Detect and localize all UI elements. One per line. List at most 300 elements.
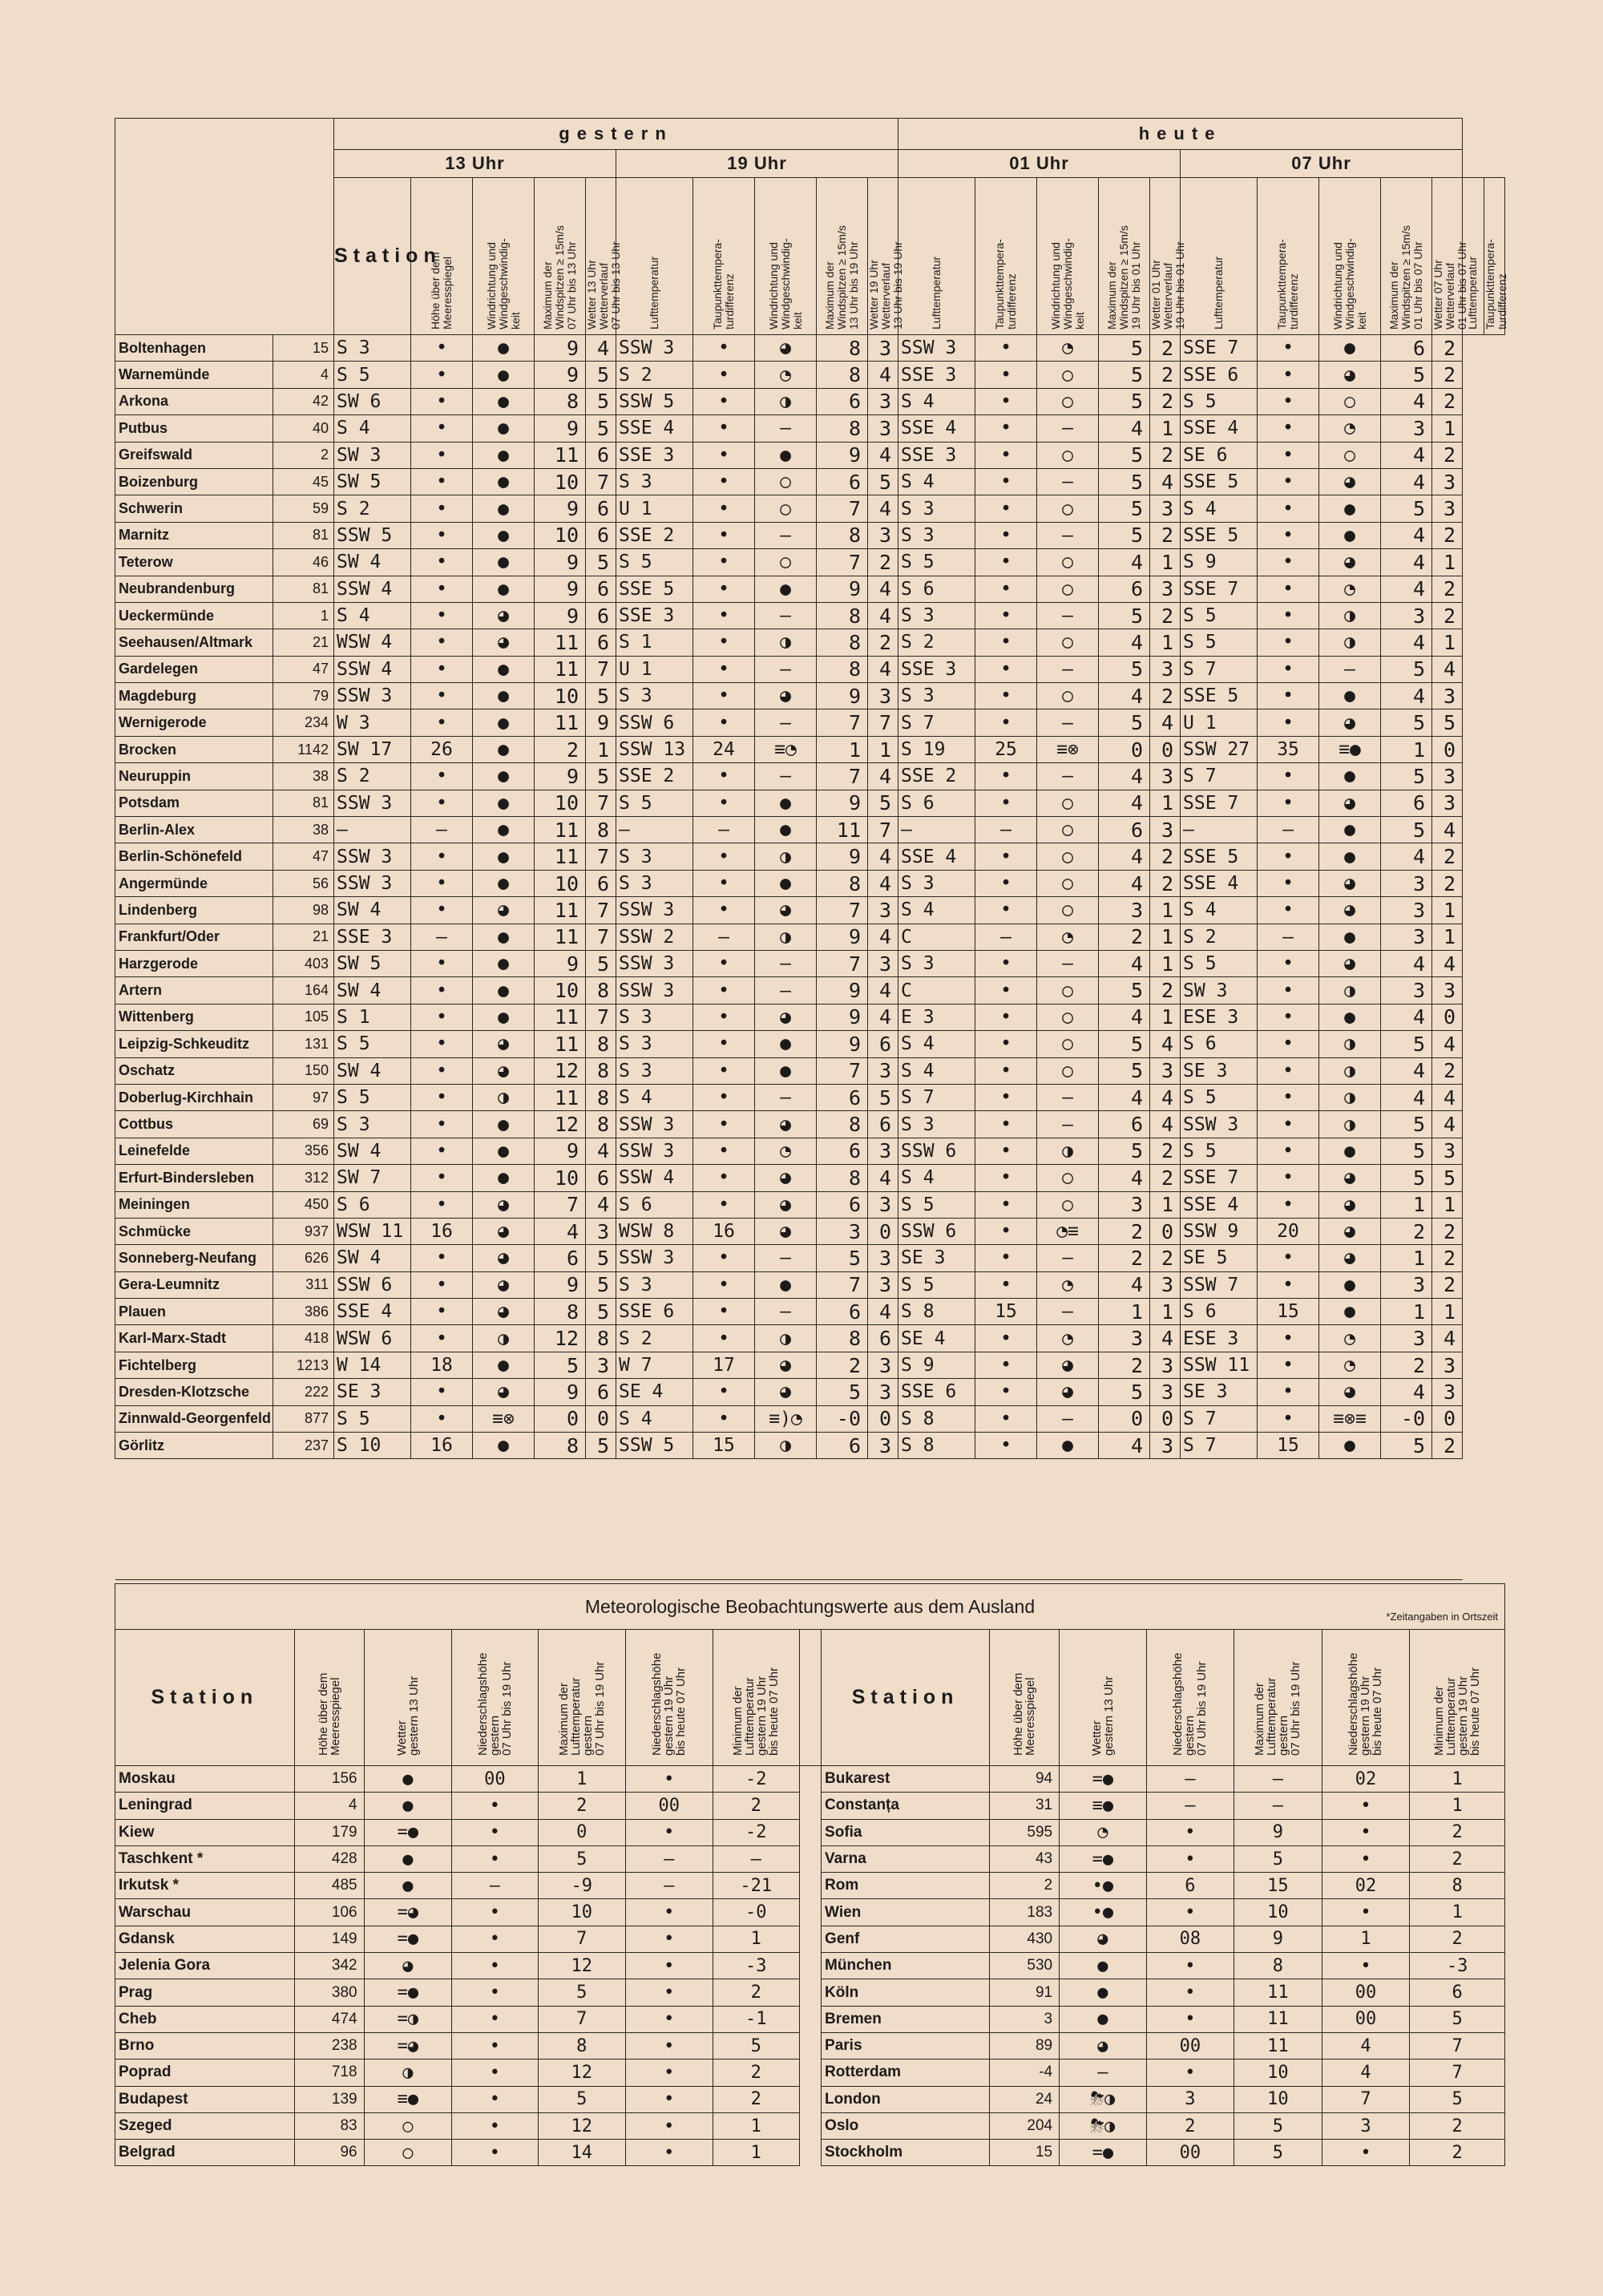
- abroad-value: -0: [713, 1899, 799, 1926]
- observation-value: 5: [817, 1245, 868, 1271]
- station-height: 81: [273, 576, 334, 602]
- observation-value: •: [693, 362, 755, 388]
- observation-value: ●: [473, 549, 535, 576]
- abroad-value: •: [1146, 1819, 1234, 1845]
- station-name: Sonneberg-Neufang: [115, 1245, 273, 1271]
- abroad-value: ◕: [1060, 2032, 1146, 2059]
- abroad-value: -3: [713, 1953, 799, 1979]
- abroad-value: -9: [538, 1873, 626, 1899]
- abroad-value: 6: [1146, 1873, 1234, 1899]
- observation-value: 4: [1381, 629, 1432, 656]
- station-height: 386: [273, 1299, 334, 1325]
- observation-value: 5: [1099, 1379, 1150, 1405]
- abroad-value: 3: [1322, 2112, 1410, 2139]
- observation-value: S 2: [334, 763, 411, 790]
- observation-value: –: [755, 656, 817, 682]
- observation-value: 6: [817, 468, 868, 495]
- observation-value: 0: [535, 1405, 586, 1432]
- observation-value: –: [1037, 1111, 1099, 1138]
- observation-value: ◔: [1319, 1325, 1381, 1352]
- observation-value: ○: [755, 468, 817, 495]
- abroad-value: 2: [713, 2060, 799, 2086]
- observation-value: 1: [1150, 549, 1181, 576]
- observation-value: 3: [1381, 1271, 1432, 1298]
- observation-value: 3: [868, 950, 898, 976]
- observation-value: •: [693, 522, 755, 548]
- abroad-column-header: [452, 1630, 538, 1766]
- observation-value: ○: [1037, 1191, 1099, 1218]
- observation-value: 11: [535, 897, 586, 924]
- station-name: Gardelegen: [115, 656, 273, 682]
- station-name: Cottbus: [115, 1111, 273, 1138]
- observation-value: ○: [1037, 1004, 1099, 1030]
- observation-value: 5: [1432, 1165, 1463, 1191]
- observation-value: 1: [1150, 629, 1181, 656]
- observation-value: ○: [1319, 388, 1381, 414]
- observation-value: ◑: [1319, 1031, 1381, 1057]
- observation-value: 4: [1099, 843, 1150, 870]
- observation-value: 3: [868, 1191, 898, 1218]
- observation-value: 9: [535, 576, 586, 602]
- observation-value: 5: [586, 683, 616, 709]
- observation-value: SSE 7: [1181, 1165, 1258, 1191]
- observation-value: 4: [868, 1299, 898, 1325]
- observation-value: 8: [817, 629, 868, 656]
- observation-value: •: [411, 683, 473, 709]
- observation-value: 3: [1150, 1057, 1181, 1084]
- observation-value: S 5: [616, 790, 693, 816]
- observation-value: ◕: [1319, 709, 1381, 736]
- observation-value: •: [411, 1004, 473, 1030]
- observation-value: S 6: [1181, 1031, 1258, 1057]
- abroad-station-height: 183: [990, 1899, 1060, 1926]
- observation-value: 5: [1099, 656, 1150, 682]
- observation-value: –: [755, 1299, 817, 1325]
- observation-value: 5: [1099, 362, 1150, 388]
- observation-value: •: [975, 1138, 1037, 1164]
- observation-value: S 5: [616, 549, 693, 576]
- abroad-value: 12: [538, 2060, 626, 2086]
- abroad-station-name: Paris: [822, 2032, 990, 2059]
- observation-value: •: [411, 790, 473, 816]
- observation-value: •: [1258, 950, 1319, 976]
- observation-value: S 3: [616, 843, 693, 870]
- observation-value: 0: [586, 1405, 616, 1432]
- station-row: [115, 1299, 1505, 1325]
- observation-value: •: [411, 468, 473, 495]
- observation-value: 4: [1099, 870, 1150, 896]
- observation-value: 9: [817, 843, 868, 870]
- column-separator: [799, 2086, 821, 2112]
- observation-value: •: [693, 576, 755, 602]
- observation-value: ◕: [755, 897, 817, 924]
- observation-value: ○: [1037, 817, 1099, 843]
- observation-value: 3: [868, 1057, 898, 1084]
- observation-value: 7: [817, 1271, 868, 1298]
- abroad-row: [115, 1873, 1505, 1899]
- observation-value: 0: [1150, 736, 1181, 762]
- observation-value: 7: [817, 763, 868, 790]
- observation-value: 2: [868, 549, 898, 576]
- observation-value: S 3: [334, 1111, 411, 1138]
- observation-value: ●: [473, 388, 535, 414]
- abroad-station-name: Taschkent *: [115, 1845, 295, 1872]
- observation-value: 2: [1432, 1245, 1463, 1271]
- abroad-row: [115, 1793, 1505, 1819]
- abroad-station-name: Sofia: [822, 1819, 990, 1845]
- observation-value: •: [1258, 549, 1319, 576]
- observation-value: –: [898, 817, 975, 843]
- observation-value: SSE 3: [898, 656, 975, 682]
- observation-value: 10: [535, 522, 586, 548]
- observation-value: •: [693, 629, 755, 656]
- abroad-value: 14: [538, 2140, 626, 2166]
- observation-value: 2: [868, 629, 898, 656]
- abroad-value: ≡●: [364, 2086, 452, 2112]
- observation-value: S 8: [898, 1405, 975, 1432]
- observation-value: 7: [817, 897, 868, 924]
- observation-value: 5: [1381, 1138, 1432, 1164]
- observation-value: 11: [535, 843, 586, 870]
- observation-value: 5: [1099, 1138, 1150, 1164]
- observation-value: 8: [817, 602, 868, 629]
- station-height: 59: [273, 495, 334, 522]
- observation-value: S 4: [898, 388, 975, 414]
- abroad-station-name: Budapest: [115, 2086, 295, 2112]
- station-height: 311: [273, 1271, 334, 1298]
- observation-value: SW 4: [334, 977, 411, 1004]
- observation-value: ●: [473, 870, 535, 896]
- abroad-station-name: Szeged: [115, 2112, 295, 2139]
- column-separator: [799, 2006, 821, 2032]
- abroad-station-height: 94: [990, 1766, 1060, 1793]
- observation-value: 16: [693, 1218, 755, 1244]
- observation-value: 3: [1381, 602, 1432, 629]
- observation-value: •: [975, 843, 1037, 870]
- observation-value: 3: [1432, 1379, 1463, 1405]
- observation-value: –: [1037, 468, 1099, 495]
- abroad-value: •: [626, 1766, 713, 1793]
- observation-value: ●: [473, 843, 535, 870]
- observation-value: S 3: [616, 870, 693, 896]
- observation-value: ○: [1037, 549, 1099, 576]
- abroad-station-name: München: [822, 1953, 990, 1979]
- abroad-station-header: Station: [115, 1630, 295, 1766]
- observation-value: 7: [586, 656, 616, 682]
- station-row: [115, 1031, 1505, 1057]
- abroad-value: •: [452, 1819, 538, 1845]
- station-name: Arkona: [115, 388, 273, 414]
- observation-value: –: [693, 817, 755, 843]
- observation-value: •: [975, 1352, 1037, 1378]
- column-header: [473, 178, 535, 335]
- observation-value: 2: [1150, 1138, 1181, 1164]
- observation-value: 6: [535, 1245, 586, 1271]
- observation-value: ◑: [473, 1084, 535, 1110]
- observation-value: W 14: [334, 1352, 411, 1378]
- abroad-station-height: 474: [294, 2006, 364, 2032]
- observation-value: •: [1258, 442, 1319, 468]
- abroad-station-height: 595: [990, 1819, 1060, 1845]
- observation-value: •: [1258, 415, 1319, 442]
- observation-value: 4: [1432, 1031, 1463, 1057]
- observation-value: •: [975, 602, 1037, 629]
- observation-value: •: [1258, 683, 1319, 709]
- observation-value: 0: [1099, 736, 1150, 762]
- abroad-value: •: [1322, 1819, 1410, 1845]
- observation-value: 4: [1381, 1057, 1432, 1084]
- observation-value: 7: [817, 549, 868, 576]
- abroad-value: •: [1322, 1845, 1410, 1872]
- station-row: [115, 897, 1505, 924]
- observation-value: 6: [586, 1379, 616, 1405]
- observation-value: 5: [1099, 442, 1150, 468]
- observation-value: 9: [817, 924, 868, 950]
- observation-value: SSE 4: [1181, 870, 1258, 896]
- observation-value: 5: [586, 1433, 616, 1459]
- abroad-value: 9: [1234, 1926, 1322, 1952]
- abroad-station-name: Bukarest: [822, 1766, 990, 1793]
- observation-value: –: [755, 1245, 817, 1271]
- observation-value: •: [693, 1057, 755, 1084]
- observation-value: •: [1258, 362, 1319, 388]
- observation-value: 1: [1432, 549, 1463, 576]
- column-header: [535, 178, 586, 335]
- observation-value: 3: [868, 683, 898, 709]
- observation-value: ◔: [1037, 1325, 1099, 1352]
- column-separator: [799, 1630, 821, 1766]
- station-name: Karl-Marx-Stadt: [115, 1325, 273, 1352]
- observation-value: 4: [868, 576, 898, 602]
- observation-value: ●: [473, 362, 535, 388]
- observation-value: 6: [817, 1299, 868, 1325]
- observation-value: SSE 6: [616, 1299, 693, 1325]
- observation-value: 1: [1432, 415, 1463, 442]
- observation-value: 8: [817, 870, 868, 896]
- abroad-station-height: 139: [294, 2086, 364, 2112]
- observation-value: SSW 7: [1181, 1271, 1258, 1298]
- observation-value: •: [975, 1405, 1037, 1432]
- observation-value: •: [411, 1165, 473, 1191]
- observation-value: U 1: [616, 656, 693, 682]
- station-height: 97: [273, 1084, 334, 1110]
- observation-value: ◕: [755, 1191, 817, 1218]
- observation-value: S 7: [1181, 1405, 1258, 1432]
- abroad-value: •: [452, 1979, 538, 2006]
- column-header-label: Maximum der Windspitzen ≥ 15m/s 19 Uhr bis 01 Uhr: [1105, 224, 1143, 329]
- observation-value: SSE 3: [898, 442, 975, 468]
- abroad-value: -3: [1410, 1953, 1505, 1979]
- observation-value: 2: [1150, 843, 1181, 870]
- observation-value: •: [411, 1379, 473, 1405]
- observation-value: 17: [693, 1352, 755, 1378]
- observation-value: 1: [817, 736, 868, 762]
- station-name: Marnitz: [115, 522, 273, 548]
- observation-value: •: [411, 1138, 473, 1164]
- observation-value: 4: [535, 1218, 586, 1244]
- observation-value: SE 3: [898, 1245, 975, 1271]
- observation-value: 3: [868, 1271, 898, 1298]
- observation-value: –: [693, 924, 755, 950]
- observation-value: ESE 3: [1181, 1325, 1258, 1352]
- abroad-station-name: Irkutsk *: [115, 1873, 295, 1899]
- observation-value: 4: [1099, 950, 1150, 976]
- observation-value: 8: [817, 522, 868, 548]
- observation-value: –: [755, 522, 817, 548]
- observation-value: 2: [1099, 1352, 1150, 1378]
- observation-value: 8: [586, 977, 616, 1004]
- observation-value: •: [693, 468, 755, 495]
- observation-value: 4: [1099, 629, 1150, 656]
- abroad-value: -2: [713, 1766, 799, 1793]
- abroad-value: 7: [1410, 2060, 1505, 2086]
- observation-value: SW 4: [334, 549, 411, 576]
- column-header-label: Wetter 13 Uhr Wetterverlauf 07 Uhr bis 13 Uhr: [585, 241, 622, 329]
- observation-value: 4: [1432, 950, 1463, 976]
- observation-value: ◔: [1037, 1271, 1099, 1298]
- observation-value: 5: [1381, 495, 1432, 522]
- observation-value: S 5: [334, 362, 411, 388]
- observation-value: •: [975, 495, 1037, 522]
- observation-value: •: [1258, 495, 1319, 522]
- observation-value: SSW 6: [616, 709, 693, 736]
- abroad-station-name: Oslo: [822, 2112, 990, 2139]
- observation-value: –: [755, 950, 817, 976]
- station-row: [115, 576, 1505, 602]
- station-height: 79: [273, 683, 334, 709]
- observation-value: ◑: [1319, 1084, 1381, 1110]
- observation-value: ●: [473, 1111, 535, 1138]
- abroad-value: 5: [1410, 2086, 1505, 2112]
- observation-value: 11: [535, 1031, 586, 1057]
- observation-value: –: [411, 924, 473, 950]
- observation-value: 4: [1150, 709, 1181, 736]
- observation-value: 10: [535, 870, 586, 896]
- observation-value: 3: [1381, 415, 1432, 442]
- column-header-label: Wetter 01 Uhr Wetterverlauf 19 Uhr bis 01 Uhr: [1149, 241, 1187, 329]
- observation-value: 11: [535, 817, 586, 843]
- column-header-label: Taupunkttempera- turdifferenz: [1483, 238, 1508, 329]
- observation-value: S 3: [898, 950, 975, 976]
- observation-value: 2: [1432, 843, 1463, 870]
- abroad-value: 10: [1234, 2086, 1322, 2112]
- observation-value: 2: [1432, 442, 1463, 468]
- abroad-station-height: 15: [990, 2140, 1060, 2166]
- time-header-19: 19 Uhr: [616, 150, 898, 178]
- observation-value: •: [1258, 629, 1319, 656]
- observation-value: 3: [1150, 576, 1181, 602]
- station-row: [115, 950, 1505, 976]
- abroad-value: •: [1322, 1793, 1410, 1819]
- station-height: 81: [273, 790, 334, 816]
- abroad-station-height: 83: [294, 2112, 364, 2139]
- observation-value: •: [411, 709, 473, 736]
- abroad-station-name: London: [822, 2086, 990, 2112]
- observation-value: 35: [1258, 736, 1319, 762]
- abroad-value: •: [452, 2112, 538, 2139]
- observation-value: 16: [411, 1433, 473, 1459]
- observation-value: ◕: [473, 1218, 535, 1244]
- abroad-value: ●: [364, 1873, 452, 1899]
- observation-value: •: [411, 1325, 473, 1352]
- observation-value: 3: [1099, 897, 1150, 924]
- observation-value: •: [411, 442, 473, 468]
- observation-value: 8: [817, 656, 868, 682]
- column-header-label: Maximum der Windspitzen ≥ 15m/s 07 Uhr bis 13 Uhr: [541, 224, 578, 329]
- observation-value: 7: [586, 468, 616, 495]
- observation-value: –: [975, 924, 1037, 950]
- observation-value: S 1: [334, 1004, 411, 1030]
- observation-value: SSE 5: [1181, 683, 1258, 709]
- observation-value: 0: [1432, 736, 1463, 762]
- abroad-row: [115, 1766, 1505, 1793]
- observation-value: 3: [1432, 495, 1463, 522]
- observation-value: 0: [1099, 1405, 1150, 1432]
- observation-value: ●: [473, 763, 535, 790]
- observation-value: 3: [817, 1218, 868, 1244]
- observation-value: ○: [1037, 362, 1099, 388]
- abroad-value: 5: [1234, 1845, 1322, 1872]
- observation-value: •: [975, 576, 1037, 602]
- abroad-value: 8: [1234, 1953, 1322, 1979]
- observation-value: S 7: [1181, 1433, 1258, 1459]
- observation-value: •: [693, 763, 755, 790]
- observation-value: –: [1037, 1245, 1099, 1271]
- abroad-station-name: Moskau: [115, 1766, 295, 1793]
- observation-value: 4: [1381, 1004, 1432, 1030]
- station-column-header: Station: [334, 178, 411, 335]
- observation-value: 8: [817, 1325, 868, 1352]
- observation-value: 24: [693, 736, 755, 762]
- observation-value: SSW 3: [616, 950, 693, 976]
- observation-value: 2: [535, 736, 586, 762]
- observation-value: ◔≡: [1037, 1218, 1099, 1244]
- observation-value: S 6: [1181, 1299, 1258, 1325]
- observation-value: 1: [1381, 1299, 1432, 1325]
- station-height: 81: [273, 522, 334, 548]
- abroad-value: 11: [1234, 1979, 1322, 2006]
- observation-value: SW 3: [1181, 977, 1258, 1004]
- abroad-row: [115, 2112, 1505, 2139]
- observation-value: 3: [1432, 790, 1463, 816]
- observation-value: 3: [1099, 1191, 1150, 1218]
- abroad-column-header: [1060, 1630, 1146, 1766]
- observation-value: •: [975, 549, 1037, 576]
- observation-value: SSE 7: [1181, 576, 1258, 602]
- observation-value: ●: [473, 924, 535, 950]
- observation-value: 7: [586, 843, 616, 870]
- abroad-value: •: [1322, 1953, 1410, 1979]
- observation-value: 5: [586, 388, 616, 414]
- station-name: Schmücke: [115, 1218, 273, 1244]
- observation-value: •: [1258, 709, 1319, 736]
- observation-value: SSW 5: [334, 522, 411, 548]
- observation-value: ●: [473, 522, 535, 548]
- abroad-station-name: Warschau: [115, 1899, 295, 1926]
- observation-value: 5: [586, 950, 616, 976]
- observation-value: ◔: [1037, 335, 1099, 362]
- observation-value: •: [975, 977, 1037, 1004]
- observation-value: 4: [1099, 1004, 1150, 1030]
- abroad-value: ●: [1060, 1979, 1146, 2006]
- observation-value: ◕: [1319, 549, 1381, 576]
- abroad-value: •: [452, 1899, 538, 1926]
- observation-value: 25: [975, 736, 1037, 762]
- observation-value: 0: [1150, 1405, 1181, 1432]
- observation-value: •: [693, 897, 755, 924]
- observation-value: •: [411, 870, 473, 896]
- observation-value: 2: [1150, 870, 1181, 896]
